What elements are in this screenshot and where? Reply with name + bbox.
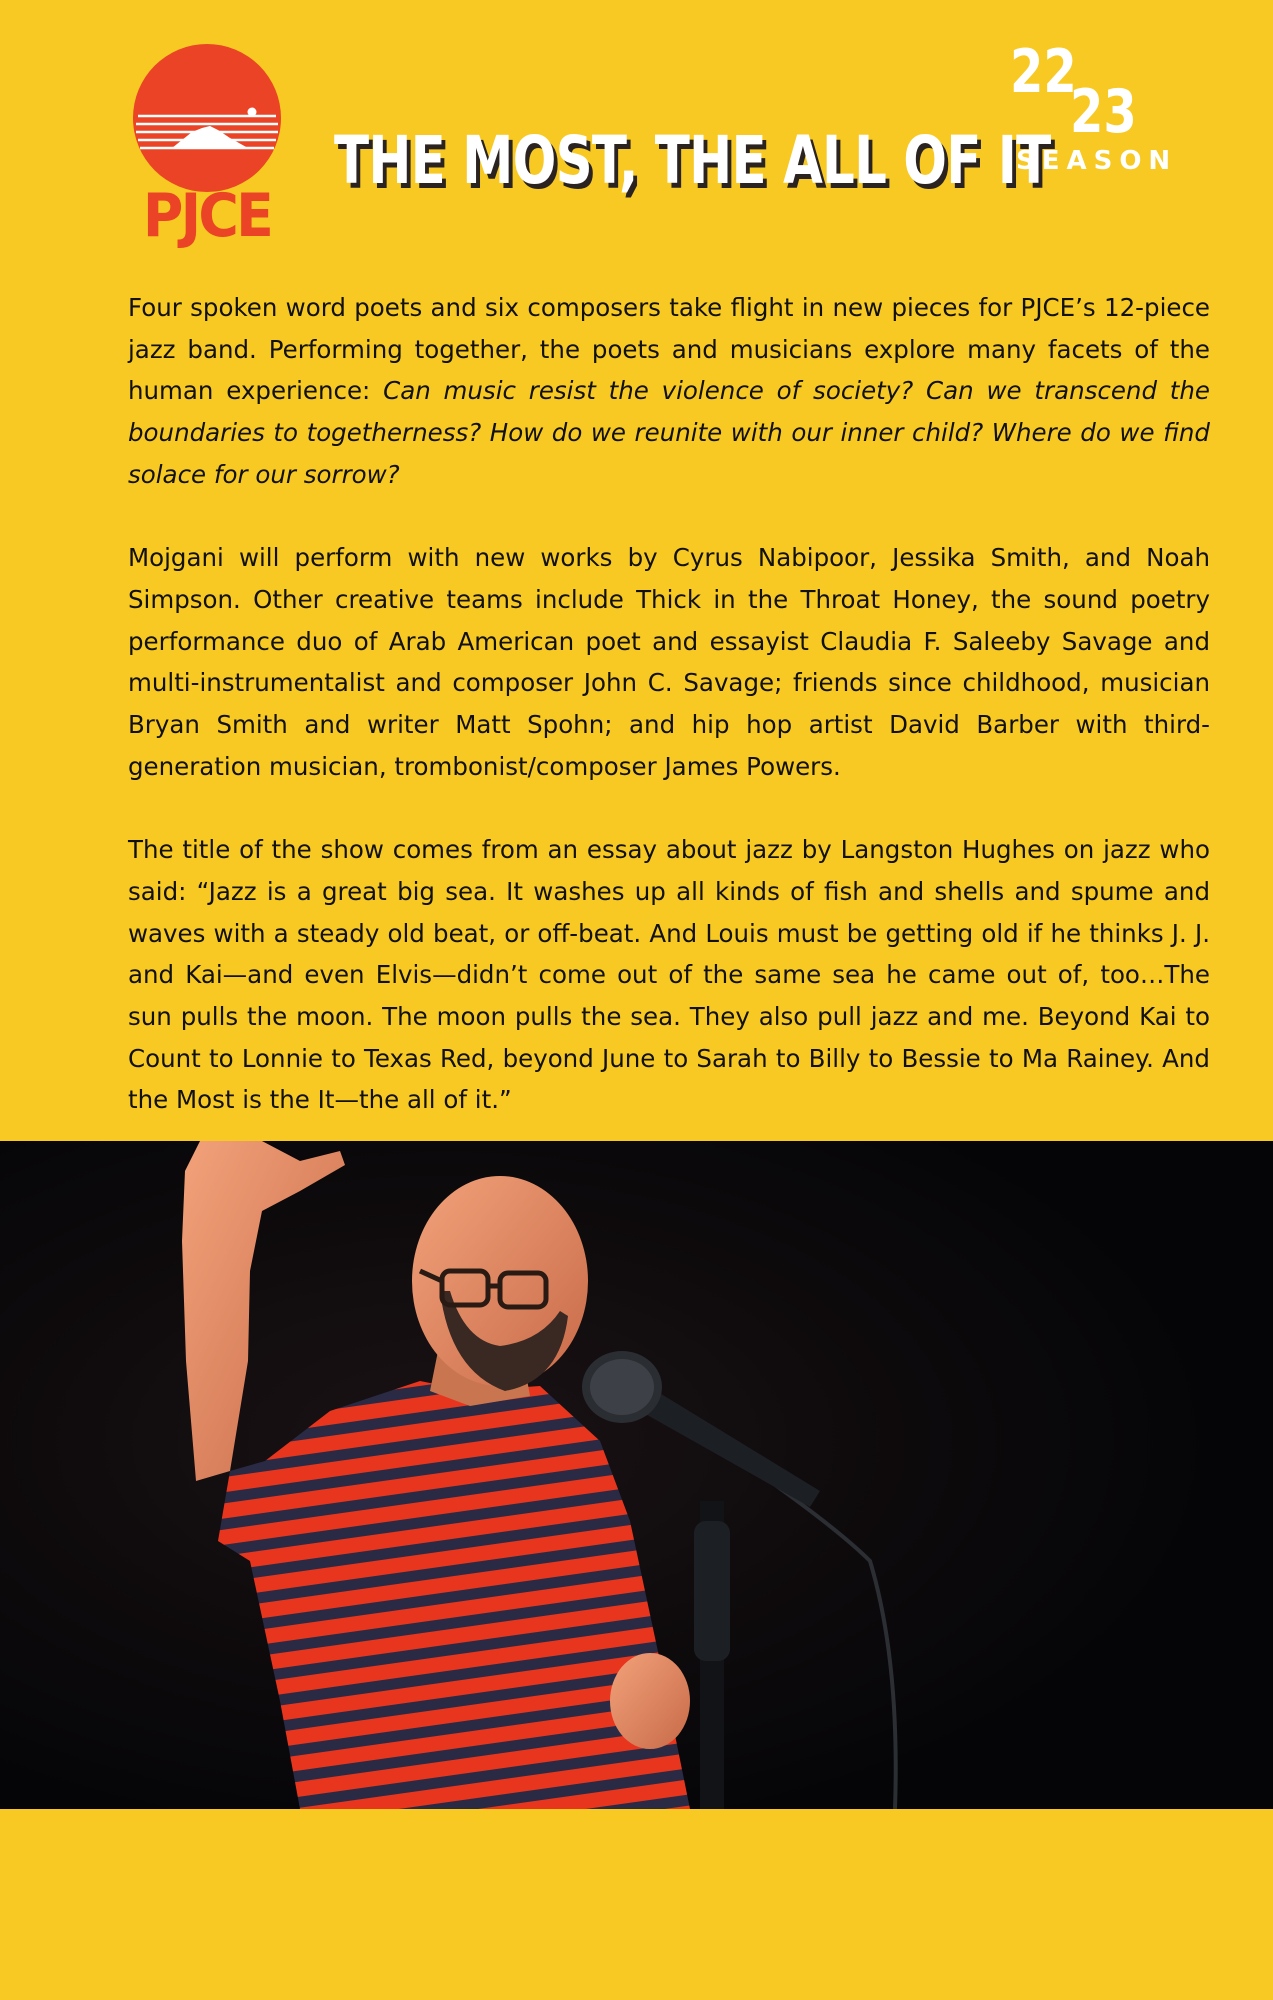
season-year-end: 23 <box>1070 77 1137 147</box>
paragraph-title-origin: The title of the show comes from an essay about jazz by Langston Hughes on jazz who said: “Jazz is a great big sea. It washes up all kinds of fish and shells and spume and waves with a steady old beat, or off-beat. And Louis must be getting old if he thinks J. J. and Kai—and even Elvis—didn’t come out of the same sea he came out of, too…The sun pulls the moon. The moon pulls the sea. They also pull jazz and me. Beyond Kai to Count to Lonnie to Texas Red, beyond June to Sarah to Billy to Bessie to Ma Rainey. And the Most is the It—the all of it.” <box>128 835 1210 1115</box>
sun-mountain-icon <box>130 44 284 194</box>
performer-illustration <box>0 1141 1273 1809</box>
season-year-start: 22 <box>1010 37 1077 107</box>
paragraph-intro <box>128 287 1210 496</box>
description-text <box>128 287 1210 1163</box>
performer-photo <box>0 1141 1273 1809</box>
page-title: THE MOST, THE ALL OF IT <box>334 122 1051 199</box>
paragraph-creative-teams: Mojgani will perform with new works by Cyrus Nabipoor, Jessika Smith, and Noah Simpson. Other creative teams include Thick in the Throat Honey, the sound poetry performance duo of Arab American poet and essayist Claudia F. Saleeby Savage and multi-instrumentalist and composer John C. Savage; friends since childhood, musician Bryan Smith and writer Matt Spohn; and hip hop artist David Barber with third-generation musician, trombonist/composer James Powers. <box>128 543 1210 781</box>
season-label: SEASON <box>1016 146 1178 176</box>
paragraph-intro-questions: Can music resist the violence of society? Can we transcend the boundaries to togetherness? How do we reunite with our inner child? Where do we find solace for our sorrow? <box>128 376 1210 489</box>
pjce-logo <box>130 44 284 254</box>
paragraph-intro-text: Four spoken word poets and six composers take flight in new pieces for PJCE’s 12-piece jazz band. Performing together, the poets and musicians explore many facets of the human experience: <box>128 293 1210 406</box>
season-badge <box>1004 37 1178 182</box>
logo-text: PJCE <box>142 181 272 251</box>
